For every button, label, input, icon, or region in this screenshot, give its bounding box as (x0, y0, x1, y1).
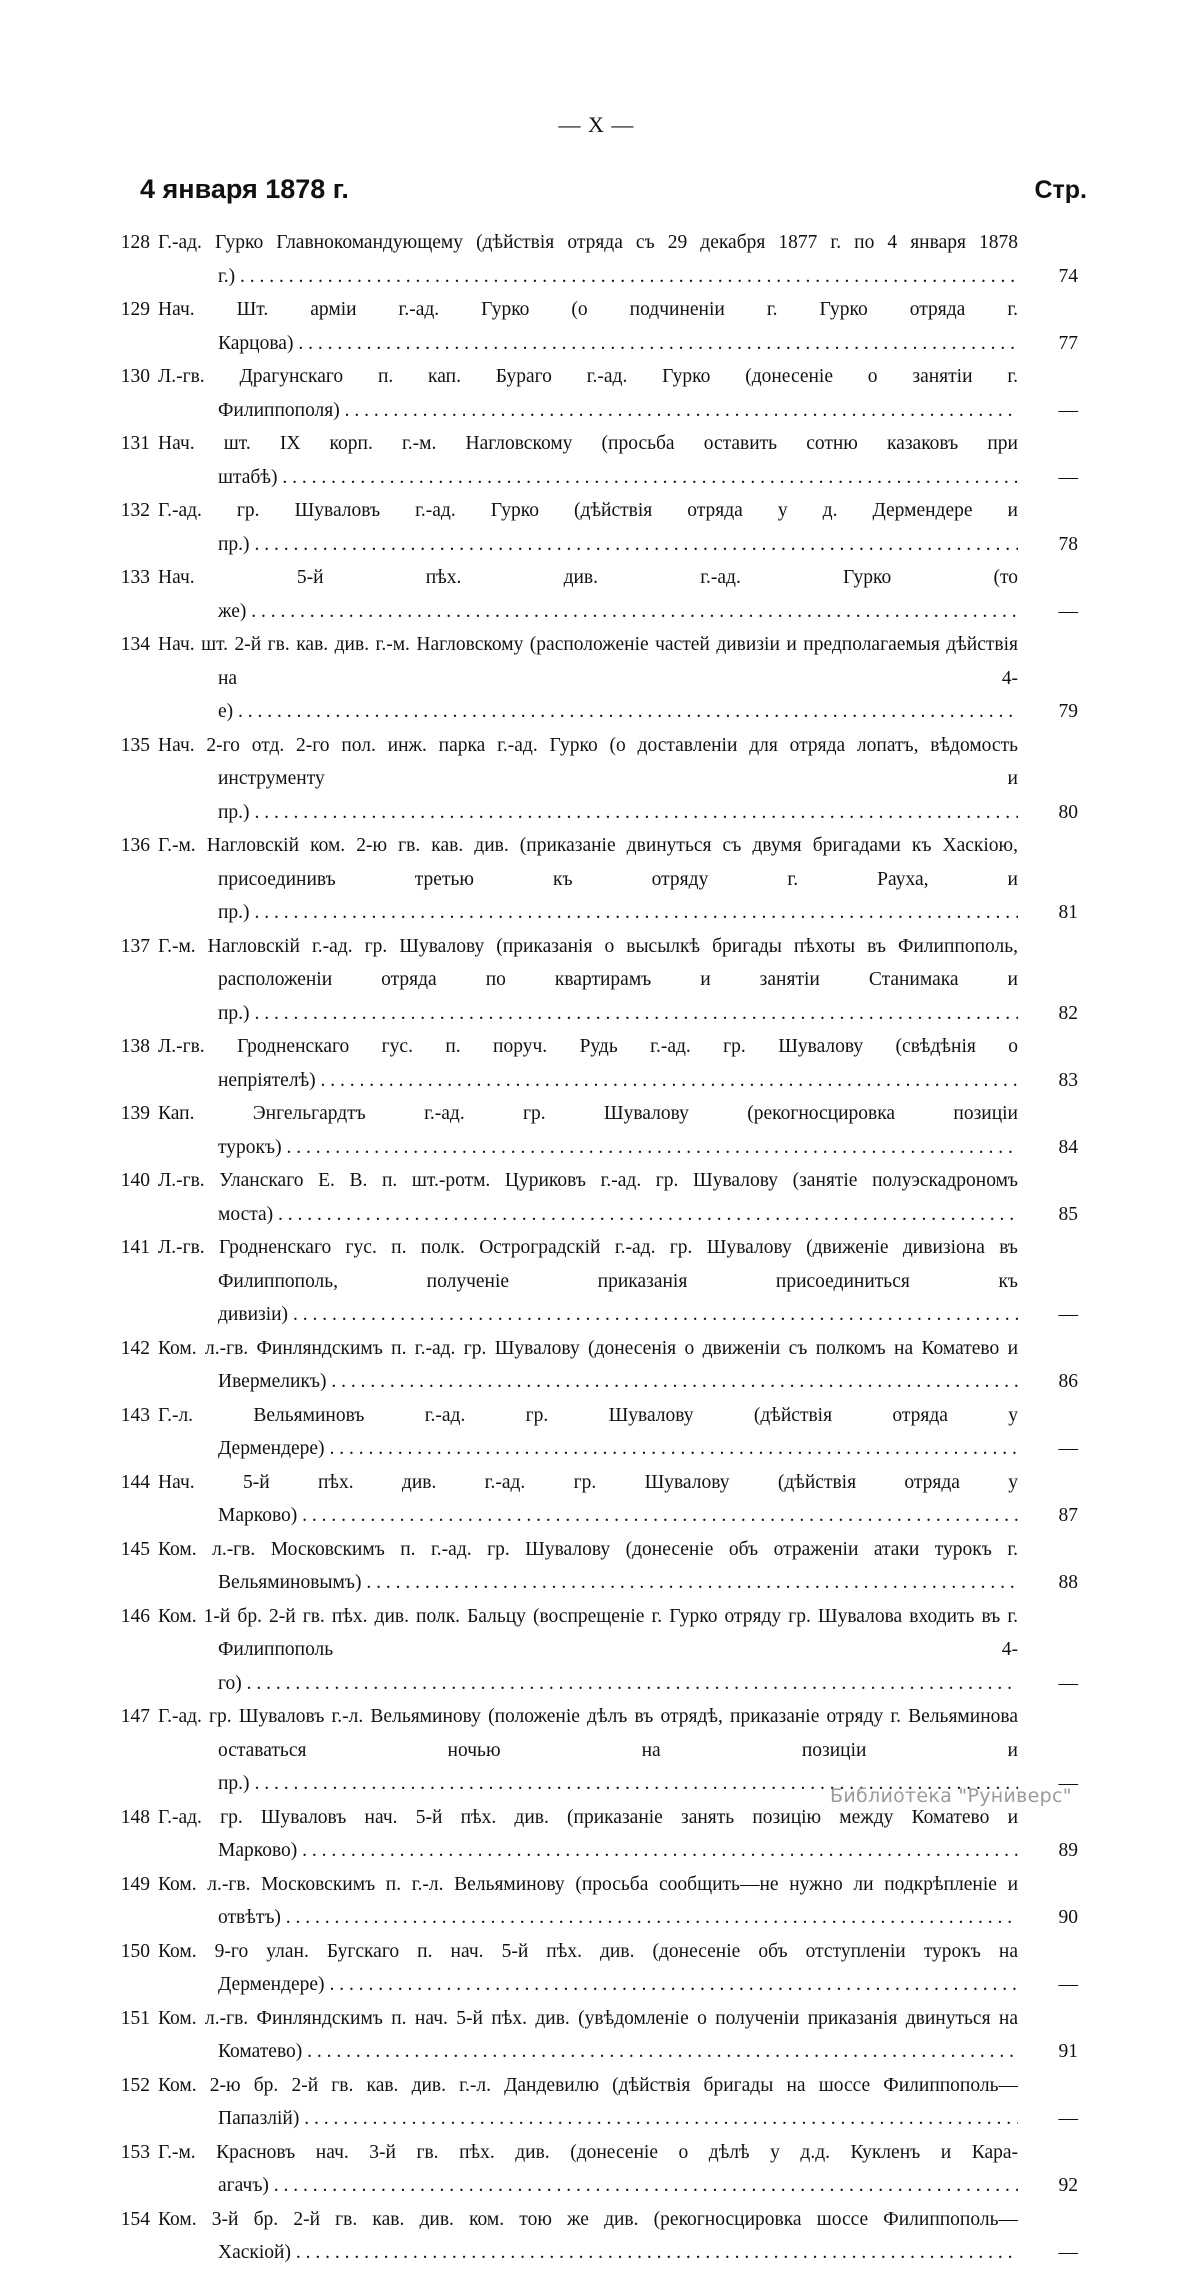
entry-page: — (1058, 2108, 1078, 2129)
entry-description (158, 1533, 1018, 1600)
entry-number: 134 (120, 634, 150, 655)
entry-text: Ком. 9-го улан. Бугскаго п. нач. 5-й пѣх. див. (донесеніе объ отступленіи турокъ на Дермендере) . . . (158, 1941, 1018, 1996)
entry-number: 140 (120, 1170, 150, 1191)
entry-page: — (1058, 600, 1078, 622)
library-watermark: Библиотека "Руниверс" (830, 1785, 1072, 1807)
entry-page: 82 (1058, 1002, 1078, 1024)
entry-description-cell (158, 1030, 1018, 1097)
entry-text: Л.-гв. Гродненскаго гус. п. полк. Остроградскій г.-ад. гр. Шувалову (движеніе дивизіона въ Филиппополь, полученіе приказанія присоединиться къ дивизіи) . . . (158, 1237, 1018, 1325)
date-heading: 4 января 1878 г. (140, 174, 349, 204)
entry-number: 133 (120, 567, 150, 588)
entry-description-cell (158, 1231, 1018, 1332)
entry-description (158, 2203, 1018, 2270)
entry-text: Ком. 2-ю бр. 2-й гв. кав. див. г.-л. Дандевилю (дѣйствія бригады на шоссе Филиппополь—Папазлій) . . . (158, 2075, 1018, 2130)
entry-description (158, 628, 1018, 729)
entry-description-cell (158, 829, 1018, 930)
entry-text: Г.-ад. гр. Шуваловъ нач. 5-й пѣх. див. (приказаніе занять позицію между Коматево и Марково) . . . (158, 1807, 1018, 1862)
entry-description-cell (158, 1097, 1018, 1164)
entry-text: Нач. шт. IX корп. г.-м. Нагловскому (просьба оставить сотню казаковъ при штабѣ) . . . (158, 433, 1018, 488)
entry-text: Г.-ад. гр. Шуваловъ г.-ад. Гурко (дѣйствія отряда у д. Дермендере и пр.) . . . (158, 500, 1018, 555)
toc-entry (108, 1097, 1078, 1164)
entry-description (158, 1466, 1018, 1533)
entry-description-cell (158, 427, 1018, 494)
entry-text: Г.-ад. Гурко Главнокомандующему (дѣйствія отряда съ 29 декабря 1877 г. по 4 января 1878 г.) . . . (158, 232, 1018, 287)
entry-number: 154 (120, 2208, 150, 2230)
entry-description (158, 1332, 1018, 1399)
entry-description (158, 360, 1018, 427)
entry-text: Г.-ад. гр. Шуваловъ г.-л. Вельяминову (положеніе дѣлъ въ отрядѣ, приказаніе отряду г. Вельяминова оставаться ночью на позиціи и пр.) . . . (158, 1706, 1018, 1794)
entry-number: 145 (120, 1538, 150, 1560)
entry-text: Г.-л. Вельяминовъ г.-ад. гр. Шувалову (дѣйствія отряда у Дермендере) . . . (158, 1405, 1018, 1460)
toc-entry (108, 2002, 1078, 2069)
table-of-contents (108, 226, 1078, 2270)
toc-entry (108, 729, 1078, 830)
entry-page: 87 (1058, 1505, 1078, 1526)
entry-page: 78 (1058, 533, 1078, 555)
entry-number: 153 (120, 2141, 150, 2163)
entry-description-cell (158, 1332, 1018, 1399)
entry-page: — (1058, 1672, 1078, 1694)
toc-entry (108, 1399, 1078, 1466)
entry-description-cell (158, 226, 1018, 293)
entry-description-cell (158, 494, 1018, 561)
entry-number: 128 (120, 232, 150, 253)
entry-description-cell (158, 2002, 1018, 2069)
entry-text: Ком. л.-гв. Финляндскимъ п. г.-ад. гр. Шувалову (донесенія о движеніи съ полкомъ на Коматево и Ивермеликъ) . . . (158, 1338, 1018, 1393)
entry-page: 79 (1058, 701, 1078, 722)
entry-description (158, 930, 1018, 1031)
toc-entry (108, 1533, 1078, 1600)
entry-page: 84 (1058, 1136, 1078, 1158)
entry-page: — (1058, 1773, 1078, 1794)
entry-text: Г.-м. Нагловскій г.-ад. гр. Шувалову (приказанія о высылкѣ бригады пѣхоты въ Филиппополь, расположеніи отряда по квартирамъ и занятіи Станимака и пр.) . . . (158, 936, 1018, 1024)
entry-description (158, 1399, 1018, 1466)
entry-number: 150 (120, 1940, 150, 1962)
entry-number: 141 (120, 1237, 150, 1258)
entry-description (158, 2002, 1018, 2069)
entry-description-cell (158, 1399, 1018, 1466)
toc-entry (108, 226, 1078, 293)
entry-page: 86 (1058, 1371, 1078, 1392)
entry-number: 149 (120, 1873, 150, 1895)
entry-page: 92 (1058, 2175, 1078, 2196)
entry-page: 80 (1058, 801, 1078, 823)
page-column-heading: Стр. (1034, 176, 1087, 204)
entry-description (158, 2136, 1018, 2203)
entry-page: — (1058, 1974, 1078, 1995)
entry-page: — (1058, 399, 1078, 421)
entry-description-cell (158, 2069, 1018, 2136)
toc-entry (108, 1466, 1078, 1533)
toc-entry (108, 2136, 1078, 2203)
entry-page: — (1058, 1438, 1078, 1459)
toc-entry (108, 427, 1078, 494)
entry-description-cell (158, 729, 1018, 830)
entry-text: Нач. 5-й пѣх. див. г.-ад. Гурко (то же) . . . (158, 567, 1018, 622)
entry-text: Нач. Шт. арміи г.-ад. Гурко (о подчиненіи г. Гурко отряда г. Карцова) . . . (158, 299, 1018, 354)
entry-text: Кап. Энгельгардтъ г.-ад. гр. Шувалову (рекогносцировка позиціи турокъ) . . . (158, 1103, 1018, 1158)
entry-page: 83 (1058, 1069, 1078, 1091)
entry-description (158, 561, 1018, 628)
entry-description (158, 1097, 1018, 1164)
toc-entry (108, 1600, 1078, 1701)
entry-number: 143 (120, 1404, 150, 1426)
toc-entry (108, 1231, 1078, 1332)
entry-text: Ком. л.-гв. Московскимъ п. г.-ад. гр. Шувалову (донесеніе объ отраженіи атаки турокъ г. Вельяминовымъ) . . . (158, 1539, 1018, 1594)
entry-page: — (1058, 466, 1078, 488)
entry-text: Ком. л.-гв. Московскимъ п. г.-л. Вельяминову (просьба сообщить—не нужно ли подкрѣпленіе и отвѣтъ) . . . (158, 1874, 1018, 1929)
entry-description (158, 729, 1018, 830)
toc-entry (108, 561, 1078, 628)
entry-page: 74 (1058, 265, 1078, 287)
entry-text: Ком. 1-й бр. 2-й гв. пѣх. див. полк. Бальцу (воспрещеніе г. Гурко отряду гр. Шувалова входить въ г. Филиппополь 4-го) . . . (158, 1606, 1018, 1694)
toc-entry (108, 360, 1078, 427)
entry-description (158, 829, 1018, 930)
entry-number: 131 (120, 433, 150, 454)
entry-description-cell (158, 628, 1018, 729)
entry-description (158, 1868, 1018, 1935)
entry-description-cell (158, 293, 1018, 360)
entry-description (158, 226, 1018, 293)
entry-number: 136 (120, 835, 150, 856)
entry-number: 148 (120, 1806, 150, 1828)
toc-entry (108, 829, 1078, 930)
page-folio: — X — (558, 112, 635, 137)
entry-number: 152 (120, 2074, 150, 2096)
toc-entry (108, 930, 1078, 1031)
entry-number: 147 (120, 1706, 150, 1727)
toc-entry (108, 1935, 1078, 2002)
entry-description (158, 1164, 1018, 1231)
entry-description-cell (158, 1533, 1018, 1600)
entry-description-cell (158, 1164, 1018, 1231)
entry-description-cell (158, 561, 1018, 628)
entry-page: 91 (1058, 2041, 1078, 2062)
entry-description-cell (158, 1868, 1018, 1935)
entry-text: Л.-гв. Уланскаго Е. В. п. шт.-ротм. Цуриковъ г.-ад. гр. Шувалову (занятіе полуэскадрономъ моста) . . . (158, 1170, 1018, 1225)
entry-number: 146 (120, 1605, 150, 1627)
entry-description-cell (158, 360, 1018, 427)
entry-text: Л.-гв. Гродненскаго гус. п. поруч. Рудь г.-ад. гр. Шувалову (свѣдѣнія о непріятелѣ) . . . (158, 1036, 1018, 1091)
entry-number: 138 (120, 1036, 150, 1057)
entry-description (158, 1231, 1018, 1332)
toc-entry (108, 1868, 1078, 1935)
entry-number: 135 (120, 734, 150, 756)
entry-description-cell (158, 1466, 1018, 1533)
entry-number: 144 (120, 1471, 150, 1493)
toc-entry (108, 1332, 1078, 1399)
entry-description (158, 1600, 1018, 1701)
toc-entry (108, 1801, 1078, 1868)
entry-description (158, 427, 1018, 494)
entry-page: 77 (1058, 332, 1078, 354)
entry-description-cell (158, 1600, 1018, 1701)
toc-entry (108, 494, 1078, 561)
entry-description-cell (158, 1935, 1018, 2002)
entry-number: 142 (120, 1337, 150, 1359)
toc-entry (108, 2203, 1078, 2270)
entry-description (158, 494, 1018, 561)
entry-page: 81 (1058, 902, 1078, 923)
entry-page: — (1058, 1304, 1078, 1325)
toc-entry (108, 1030, 1078, 1097)
entry-number: 132 (120, 500, 150, 521)
entry-page: 90 (1058, 1907, 1078, 1928)
toc-entry (108, 2069, 1078, 2136)
entry-number: 130 (120, 366, 150, 387)
entry-description-cell (158, 2203, 1018, 2270)
entry-text: Нач. 5-й пѣх. див. г.-ад. гр. Шувалову (дѣйствія отряда у Марково) . . . (158, 1472, 1018, 1527)
entry-description-cell (158, 930, 1018, 1031)
entry-description (158, 1801, 1018, 1868)
entry-page: 85 (1058, 1203, 1078, 1225)
entry-number: 151 (120, 2007, 150, 2029)
entry-text: Нач. 2-го отд. 2-го пол. инж. парка г.-ад. Гурко (о доставленіи для отряда лопатъ, вѣдомость инструменту и пр.) . . . (158, 735, 1018, 823)
entry-text: Ком. л.-гв. Финляндскимъ п. нач. 5-й пѣх. див. (увѣдомленіе о полученіи приказанія двинуться на Коматево) . . . (158, 2008, 1018, 2063)
entry-description (158, 293, 1018, 360)
entry-page: 88 (1058, 1572, 1078, 1593)
entry-text: Г.-м. Красновъ нач. 3-й гв. пѣх. див. (донесеніе о дѣлѣ у д.д. Кукленъ и Кара-агачъ) . . . (158, 2142, 1018, 2197)
entry-page: 89 (1058, 1840, 1078, 1861)
toc-entry (108, 293, 1078, 360)
entry-description-cell (158, 2136, 1018, 2203)
entry-text: Г.-м. Нагловскій ком. 2-ю гв. кав. див. (приказаніе двинуться съ двумя бригадами къ Хаскіою, присоединивъ третью къ отряду г. Рауха, и пр.) . . . (158, 835, 1018, 923)
entry-text: Ком. 3-й бр. 2-й гв. кав. див. ком. тою же див. (рекогносцировка шоссе Филиппополь—Хаскіой) . . . (158, 2209, 1018, 2264)
entry-number: 129 (120, 299, 150, 320)
entry-description (158, 2069, 1018, 2136)
entry-text: Нач. шт. 2-й гв. кав. див. г.-м. Нагловскому (расположеніе частей дивизіи и предполагаемыя дѣйствія на 4-е) . . . (158, 634, 1018, 722)
toc-entry (108, 1164, 1078, 1231)
entry-page: — (1058, 2242, 1078, 2263)
entry-number: 139 (120, 1103, 150, 1124)
entry-description (158, 1030, 1018, 1097)
entry-description-cell (158, 1801, 1018, 1868)
entry-number: 137 (120, 935, 150, 957)
entry-description (158, 1935, 1018, 2002)
toc-entry (108, 628, 1078, 729)
entry-text: Л.-гв. Драгунскаго п. кап. Бураго г.-ад. Гурко (донесеніе о занятіи г. Филиппополя) . . . (158, 366, 1018, 421)
